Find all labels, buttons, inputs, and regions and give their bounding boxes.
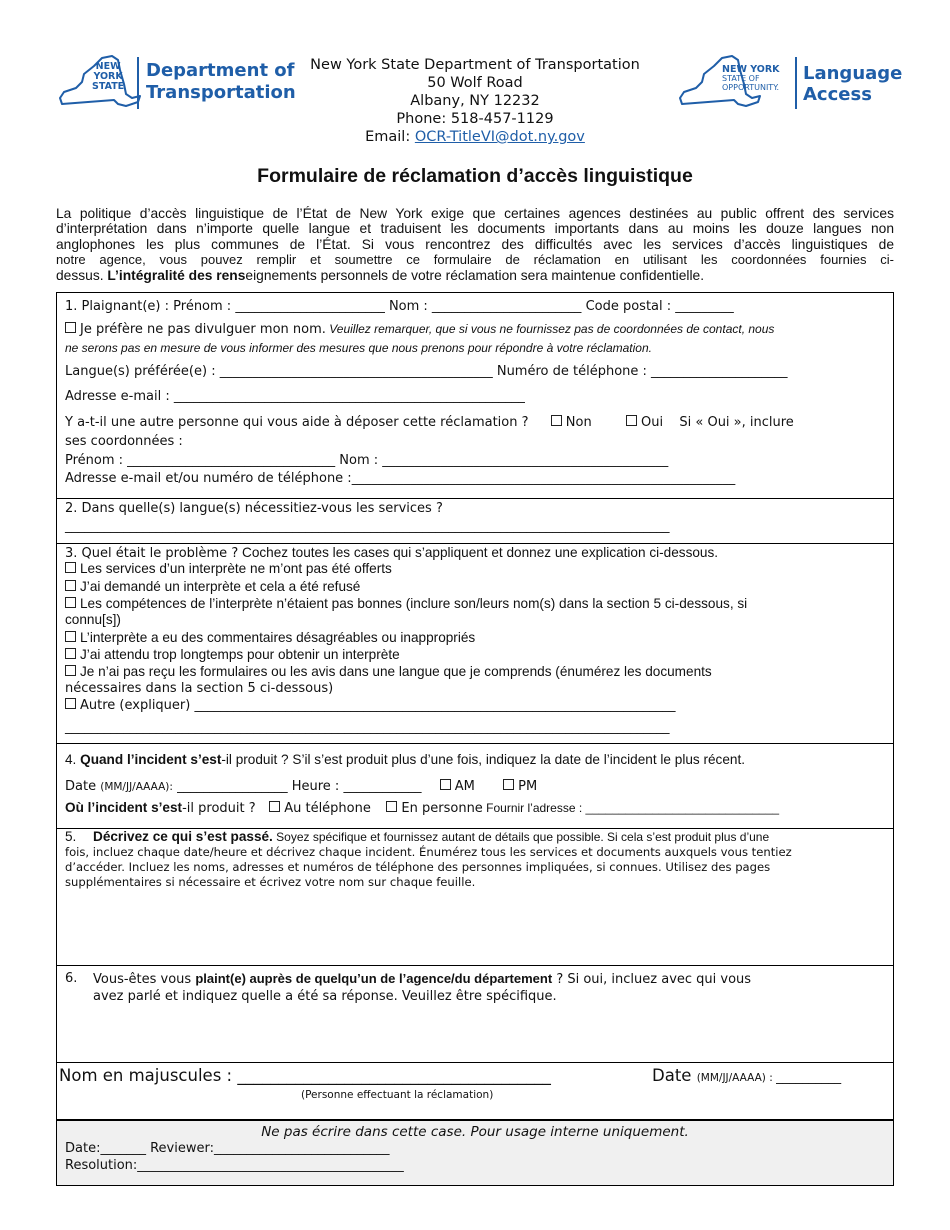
helper-yes-label: Oui <box>641 415 664 430</box>
problem-other-checkbox[interactable] <box>65 698 76 709</box>
preferred-language-row[interactable]: Langue(s) préférée(e) : __________________________________________ Numéro de téléphone : _____________________ <box>65 364 788 379</box>
intro-line: d’interprétation dans n’importe quelle langue et traduisent les documents importants dans au moins les douze langues non <box>56 221 894 237</box>
signature-date-label: Date <box>652 1066 697 1085</box>
problem-checkbox[interactable] <box>65 665 76 676</box>
problem-option-label: Je n’ai pas reçu les formulaires ou les avis dans une langue que je comprends (énumérez les documents <box>80 664 712 679</box>
time-input-line[interactable]: Heure : ____________ <box>287 779 422 794</box>
helper-no-label: Non <box>565 415 592 430</box>
print-name-caption: (Personne effectuant la réclamation) <box>301 1089 494 1101</box>
problem-explanation-line[interactable]: _____________________________________________________________________________________________ <box>65 720 670 735</box>
when-question-bold: Quand l’incident s’est <box>80 752 222 767</box>
description-bold: Décrivez ce qui s’est passé. <box>93 829 273 844</box>
anonymous-checkbox[interactable] <box>65 322 76 333</box>
when-question-row <box>65 752 745 767</box>
phone-checkbox[interactable] <box>269 801 280 812</box>
intro-line: La politique d’accès linguistique de l’État de New York exige que certaines agences destinées au public offrent des services <box>56 206 894 221</box>
agency-complaint-line-1 <box>93 971 751 987</box>
intro-bold-fragment: L’intégralité des rens <box>107 267 246 283</box>
language-answer-line[interactable]: _____________________________________________________________________________________________ <box>65 519 670 534</box>
anonymous-note: Veuillez remarquer, que si vous ne fournissez pas de coordonnées de contact, nous <box>325 322 775 336</box>
agency-complaint-pre: Vous-êtes vous <box>93 972 196 987</box>
la-logo-state-line: NEW YORK <box>722 64 780 75</box>
am-checkbox[interactable] <box>440 779 451 790</box>
section-5-description <box>56 828 894 966</box>
intro-line: notre agence, vous pouvez remplir et soumettre ce formulaire de réclamation en utilisant les coordonnées fournies ci- <box>56 252 894 268</box>
where-question-rest: -il produit ? <box>182 801 256 816</box>
problem-instruction: Cochez toutes les cases qui s’appliquent et donnez une explication ci-dessous. <box>238 545 719 560</box>
agency-complaint-answer-area[interactable] <box>57 1010 893 1060</box>
problem-checkbox[interactable] <box>65 562 76 573</box>
am-label: AM <box>454 779 475 794</box>
intro-line-5 <box>56 268 894 283</box>
section-4-when-where <box>56 743 894 829</box>
problem-checkbox[interactable] <box>65 631 76 642</box>
city-address: Albany, NY 12232 <box>410 93 540 109</box>
dot-logo-name: Transportation <box>146 82 296 103</box>
helper-question: Y a-t-il une autre personne qui vous aide à déposer cette réclamation ? <box>65 415 529 430</box>
problem-checkbox[interactable] <box>65 648 76 659</box>
anonymous-label: Je préfère ne pas divulguer mon nom. <box>80 322 326 337</box>
intro-fragment: eignements personnels de votre réclamation sera maintenue confidentielle. <box>245 267 705 283</box>
problem-checkbox[interactable] <box>65 597 76 608</box>
description-line: d’accéder. Incluez les noms, adresses et numéros de téléphone des personnes impliquées, si connues. Utilisez des pages <box>65 860 771 874</box>
pm-checkbox[interactable] <box>503 779 514 790</box>
signature-date-row <box>652 1066 841 1085</box>
phone-label: Au téléphone <box>284 801 371 816</box>
description-text: Soyez spécifique et fournissez autant de détails que possible. Si cela s’est produit plus d’une <box>272 830 770 844</box>
agency-complaint-rest: ? Si oui, incluez avec qui vous <box>552 972 752 987</box>
anonymous-note-line2: ne serons pas en mesure de vous informer des mesures que nous prenons pour répondre à votre réclamation. <box>65 341 652 355</box>
helper-names-row[interactable]: Prénom : ________________________________ Nom : ____________________________________________ <box>65 453 669 468</box>
problem-option-row <box>65 664 712 679</box>
dot-logo-state-line: YORK <box>93 71 123 82</box>
helper-question-row <box>65 415 794 430</box>
intro-fragment: dessus. <box>56 267 108 283</box>
description-answer-area[interactable] <box>57 893 893 963</box>
helper-no-checkbox[interactable] <box>551 415 562 426</box>
print-name-row <box>59 1066 551 1086</box>
problem-option-label: J’ai attendu trop longtemps pour obtenir un interprète <box>80 647 400 662</box>
section-3-problem <box>56 543 894 744</box>
signature-date-format: (MM/JJ/AAAA) : <box>696 1072 777 1084</box>
problem-question: 3. Quel était le problème ? <box>65 546 239 561</box>
office-use-box <box>56 1120 894 1186</box>
problem-option-continuation: connu[s]) <box>65 612 121 627</box>
agency-complaint-line-2: avez parlé et indiquez quelle a été sa réponse. Veuillez être spécifique. <box>93 989 557 1004</box>
date-format: (MM/JJ/AAAA): <box>100 781 173 793</box>
signature-date-line[interactable]: __________ <box>776 1070 842 1085</box>
dot-logo-name: Department of <box>146 60 295 81</box>
office-review-row: Date:_______ Reviewer:___________________________ <box>65 1141 390 1156</box>
helper-yes-checkbox[interactable] <box>626 415 637 426</box>
where-row <box>65 800 779 816</box>
date-input-line[interactable]: _________________ <box>172 779 288 794</box>
problem-option-label: L’interprète a eu des commentaires désagréables ou inappropriés <box>80 630 476 645</box>
office-use-note: Ne pas écrire dans cette case. Pour usage interne uniquement. <box>261 1124 689 1140</box>
problem-option-label: Les services d’un interprète ne m’ont pas été offerts <box>80 561 392 576</box>
anonymous-row <box>65 322 774 337</box>
la-logo-name: Language <box>803 63 903 84</box>
print-name-label: Nom en majuscules : <box>59 1066 238 1085</box>
office-resolution-row: Resolution:_________________________________________ <box>65 1158 404 1173</box>
dot-logo-state-line: NEW <box>95 61 121 72</box>
intro-line: anglophones les plus communes de l’État. Si vous rencontrez des difficultés avec les services d’accès linguistiques de <box>56 236 894 252</box>
signature-section <box>56 1062 894 1120</box>
intro-paragraph <box>56 206 894 283</box>
agency-address-block <box>290 56 660 146</box>
in-person-checkbox[interactable] <box>386 801 397 812</box>
helper-contact-row[interactable]: Adresse e-mail et/ou numéro de téléphone :___________________________________________________________ <box>65 471 736 486</box>
description-line-1 <box>93 829 769 844</box>
dot-logo <box>54 54 296 114</box>
agency-name: New York State Department of Transportation <box>310 57 640 73</box>
problem-option-row <box>65 561 392 576</box>
problem-option-row <box>65 630 475 645</box>
problem-option-label: Les compétences de l’interprète n’étaient pas bonnes (inclure son/leurs nom(s) dans la section 5 ci-dessous, si <box>80 596 748 611</box>
la-logo-state-line: STATE OF <box>722 74 760 83</box>
date-label: Date <box>65 779 101 794</box>
when-question-number: 4. <box>65 752 81 767</box>
la-logo-state-line: OPPORTUNITY. <box>722 83 779 92</box>
complainant-name-row[interactable]: 1. Plaignant(e) : Prénom : _______________________ Nom : _______________________ Code postal : _________ <box>65 299 734 314</box>
description-line: supplémentaires si nécessaire et écrivez votre nom sur chaque feuille. <box>65 875 476 889</box>
dot-logo-state-line: STATE <box>92 81 125 92</box>
description-num: 5. <box>65 829 77 844</box>
section-1-complainant <box>56 292 894 499</box>
date-time-row <box>65 779 537 794</box>
problem-option-continuation: nécessaires dans la section 5 ci-dessous) <box>65 681 334 696</box>
la-logo-name: Access <box>803 84 872 105</box>
language-question: 2. Dans quelle(s) langue(s) nécessitiez-vous les services ? <box>65 501 443 516</box>
problem-other-row <box>65 698 675 713</box>
street-address: 50 Wolf Road <box>427 75 523 91</box>
problem-option-row <box>65 579 360 594</box>
problem-checkbox[interactable] <box>65 580 76 591</box>
helper-yes-note: Si « Oui », inclure <box>679 415 794 430</box>
problem-option-label: J’ai demandé un interprète et cela a été refusé <box>80 579 361 594</box>
language-access-logo <box>674 54 904 114</box>
print-name-line[interactable]: ______________________________________ <box>237 1066 551 1085</box>
email-line <box>290 128 660 146</box>
email-link[interactable]: OCR-TitleVI@dot.ny.gov <box>414 129 585 145</box>
pm-label: PM <box>518 779 538 794</box>
problem-question-row <box>65 545 718 561</box>
problem-other-label[interactable]: Autre (expliquer) __________________________________________________________________________ <box>80 698 676 713</box>
description-line: fois, incluez chaque date/heure et décrivez chaque incident. Énumérez tous les services et documents auxquels vous tentiez <box>65 845 792 859</box>
problem-option-row <box>65 647 400 662</box>
section-6-complaint-to-agency <box>56 965 894 1063</box>
agency-complaint-num: 6. <box>65 971 78 986</box>
when-question-rest: -il produit ? S’il s’est produit plus d’une fois, indiquez la date de l’incident le plus récent. <box>221 752 746 767</box>
form-title: Formulaire de réclamation d’accès linguistique <box>257 165 693 187</box>
email-label: Email: <box>365 129 415 145</box>
agency-complaint-bold: plaint(e) auprès de quelqu’un de l’agence/du département <box>195 971 553 986</box>
where-question-bold: Où l’incident s’est <box>65 800 183 815</box>
in-person-label: En personne <box>401 801 483 816</box>
section-2-language <box>56 498 894 544</box>
problem-option-row <box>65 596 747 611</box>
address-input-line[interactable]: Fournir l’adresse : _____________________________ <box>482 801 780 815</box>
email-row[interactable]: Adresse e-mail : ______________________________________________________ <box>65 389 525 404</box>
helper-question-line2: ses coordonnées : <box>65 434 183 449</box>
phone-number: Phone: 518-457-1129 <box>396 111 554 127</box>
